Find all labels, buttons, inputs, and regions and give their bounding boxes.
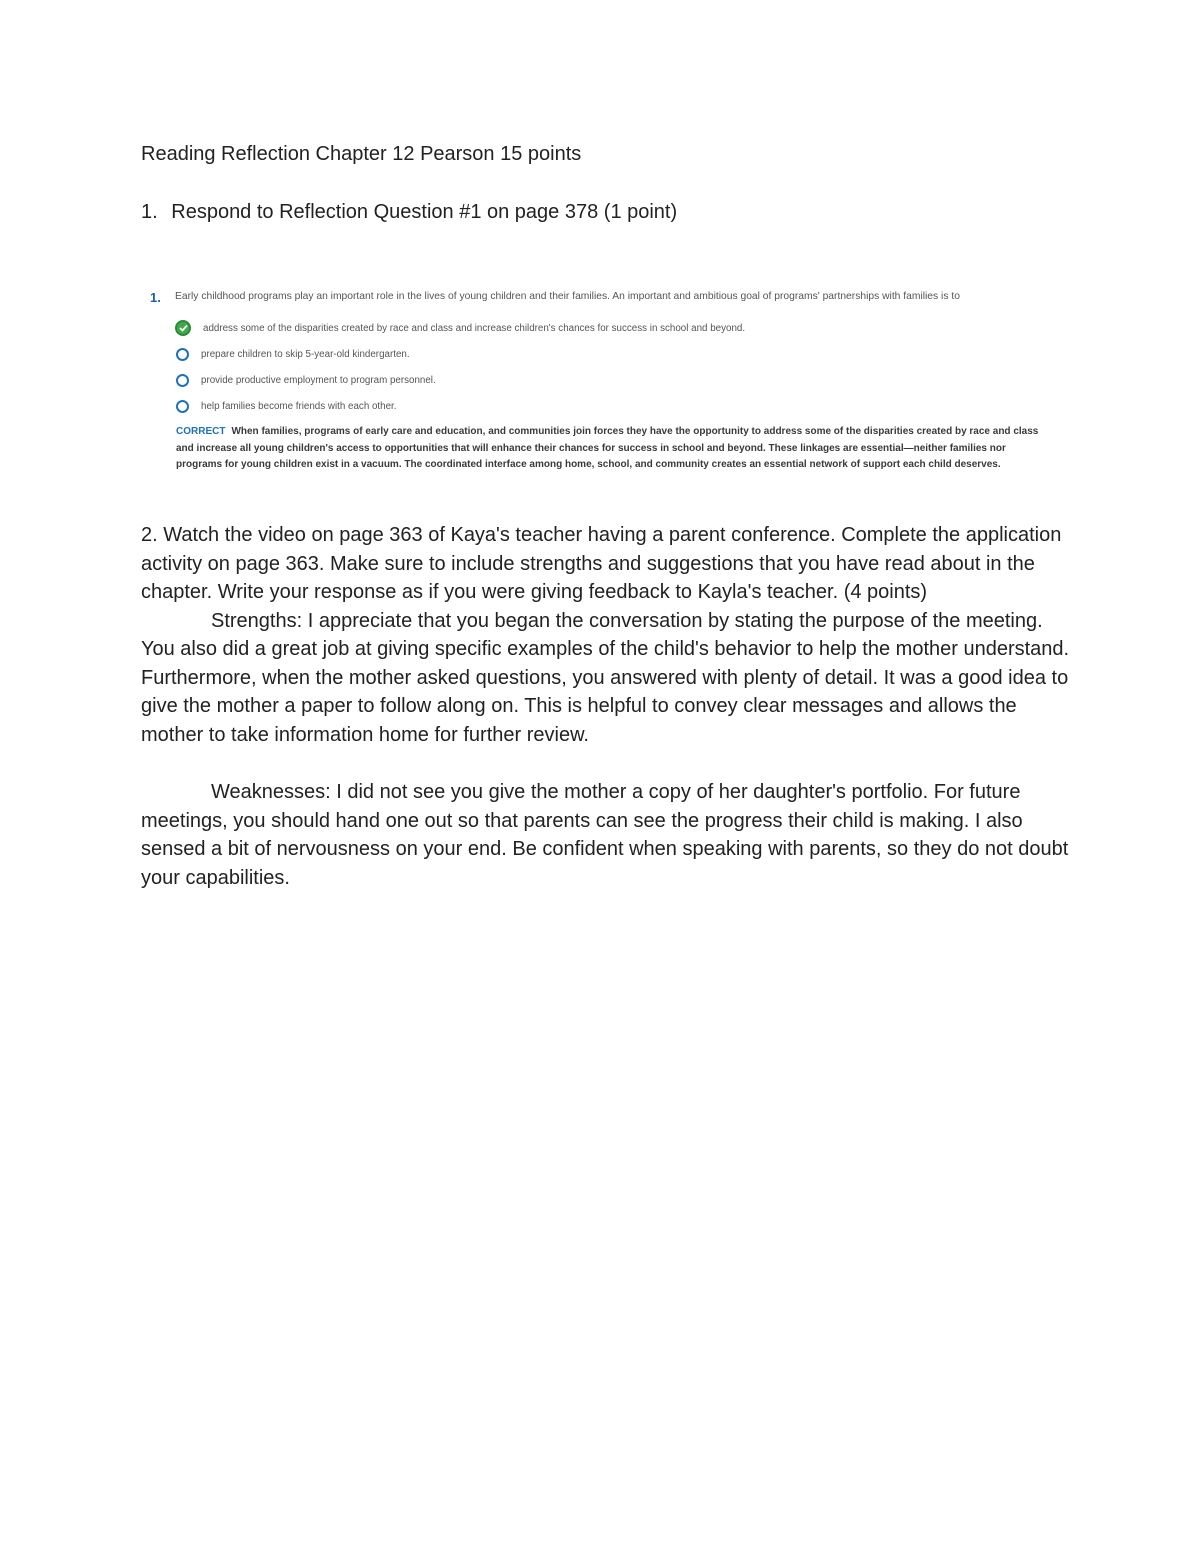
quiz-option bbox=[176, 345, 410, 363]
quiz-question-stem: Early childhood programs play an important role in the lives of young children and their families. An important and ambitious goal of programs' partnerships with families is to bbox=[175, 291, 960, 302]
radio-circle-icon bbox=[176, 374, 189, 387]
quiz-screenshot bbox=[150, 286, 1050, 491]
quiz-option-label: address some of the disparities created by race and class and increase children's chances for success in school and beyond. bbox=[203, 322, 746, 334]
question-1-text: Respond to Reflection Question #1 on page 378 (1 point) bbox=[171, 201, 678, 223]
question-1-number: 1. bbox=[141, 201, 158, 223]
quiz-option-label: prepare children to skip 5-year-old kindergarten. bbox=[201, 348, 410, 360]
question-2 bbox=[141, 521, 1071, 892]
weaknesses-paragraph: Weaknesses: I did not see you give the mother a copy of her daughter's portfolio. For future meetings, you should hand one out so that parents can see the progress their child is making. I also sensed a bit of nervousness on your end. Be confident when speaking with parents, so they do not doubt your capabilities. bbox=[141, 781, 1069, 889]
quiz-option bbox=[176, 319, 745, 337]
radio-circle-icon bbox=[176, 348, 189, 361]
quiz-option-label: help families become friends with each other. bbox=[201, 400, 397, 412]
strengths-paragraph: Strengths: I appreciate that you began the conversation by stating the purpose of the meeting. You also did a great job at giving specific examples of the child's behavior to help the mother understand. Furthermore, when the mother asked questions, you answered with plenty of detail. It was a good idea to give the mother a paper to follow along on. This is helpful to convey clear messages and allows the mother to take information home for further review. bbox=[141, 609, 1070, 746]
document-title: Reading Reflection Chapter 12 Pearson 15 points bbox=[141, 143, 582, 165]
quiz-feedback-text: When families, programs of early care and education, and communities join forces they have the opportunity to address some of the disparities created by race and class and increase all young children's access to opportunities that will enhance their chances for success in school and beyond. These linkages are essential—neither families nor programs for young children exist in a vacuum. The coordinated interface among home, school, and community creates an essential network of support each child deserves. bbox=[176, 426, 1039, 470]
quiz-option bbox=[176, 397, 397, 415]
quiz-option bbox=[176, 371, 436, 389]
correct-tag: CORRECT bbox=[176, 426, 226, 437]
question-1 bbox=[141, 199, 677, 225]
quiz-feedback bbox=[176, 424, 1046, 474]
check-circle-icon bbox=[175, 320, 191, 336]
quiz-question-number: 1. bbox=[150, 290, 161, 305]
radio-circle-icon bbox=[176, 400, 189, 413]
question-2-prompt: 2. Watch the video on page 363 of Kaya's teacher having a parent conference. Complete the application activity on page 363. Make sure to include strengths and suggestions that you have read about in the chapter. Write your response as if you were giving feedback to Kayla's teacher. (4 points) bbox=[141, 524, 1062, 603]
quiz-option-label: provide productive employment to program personnel. bbox=[201, 374, 436, 386]
